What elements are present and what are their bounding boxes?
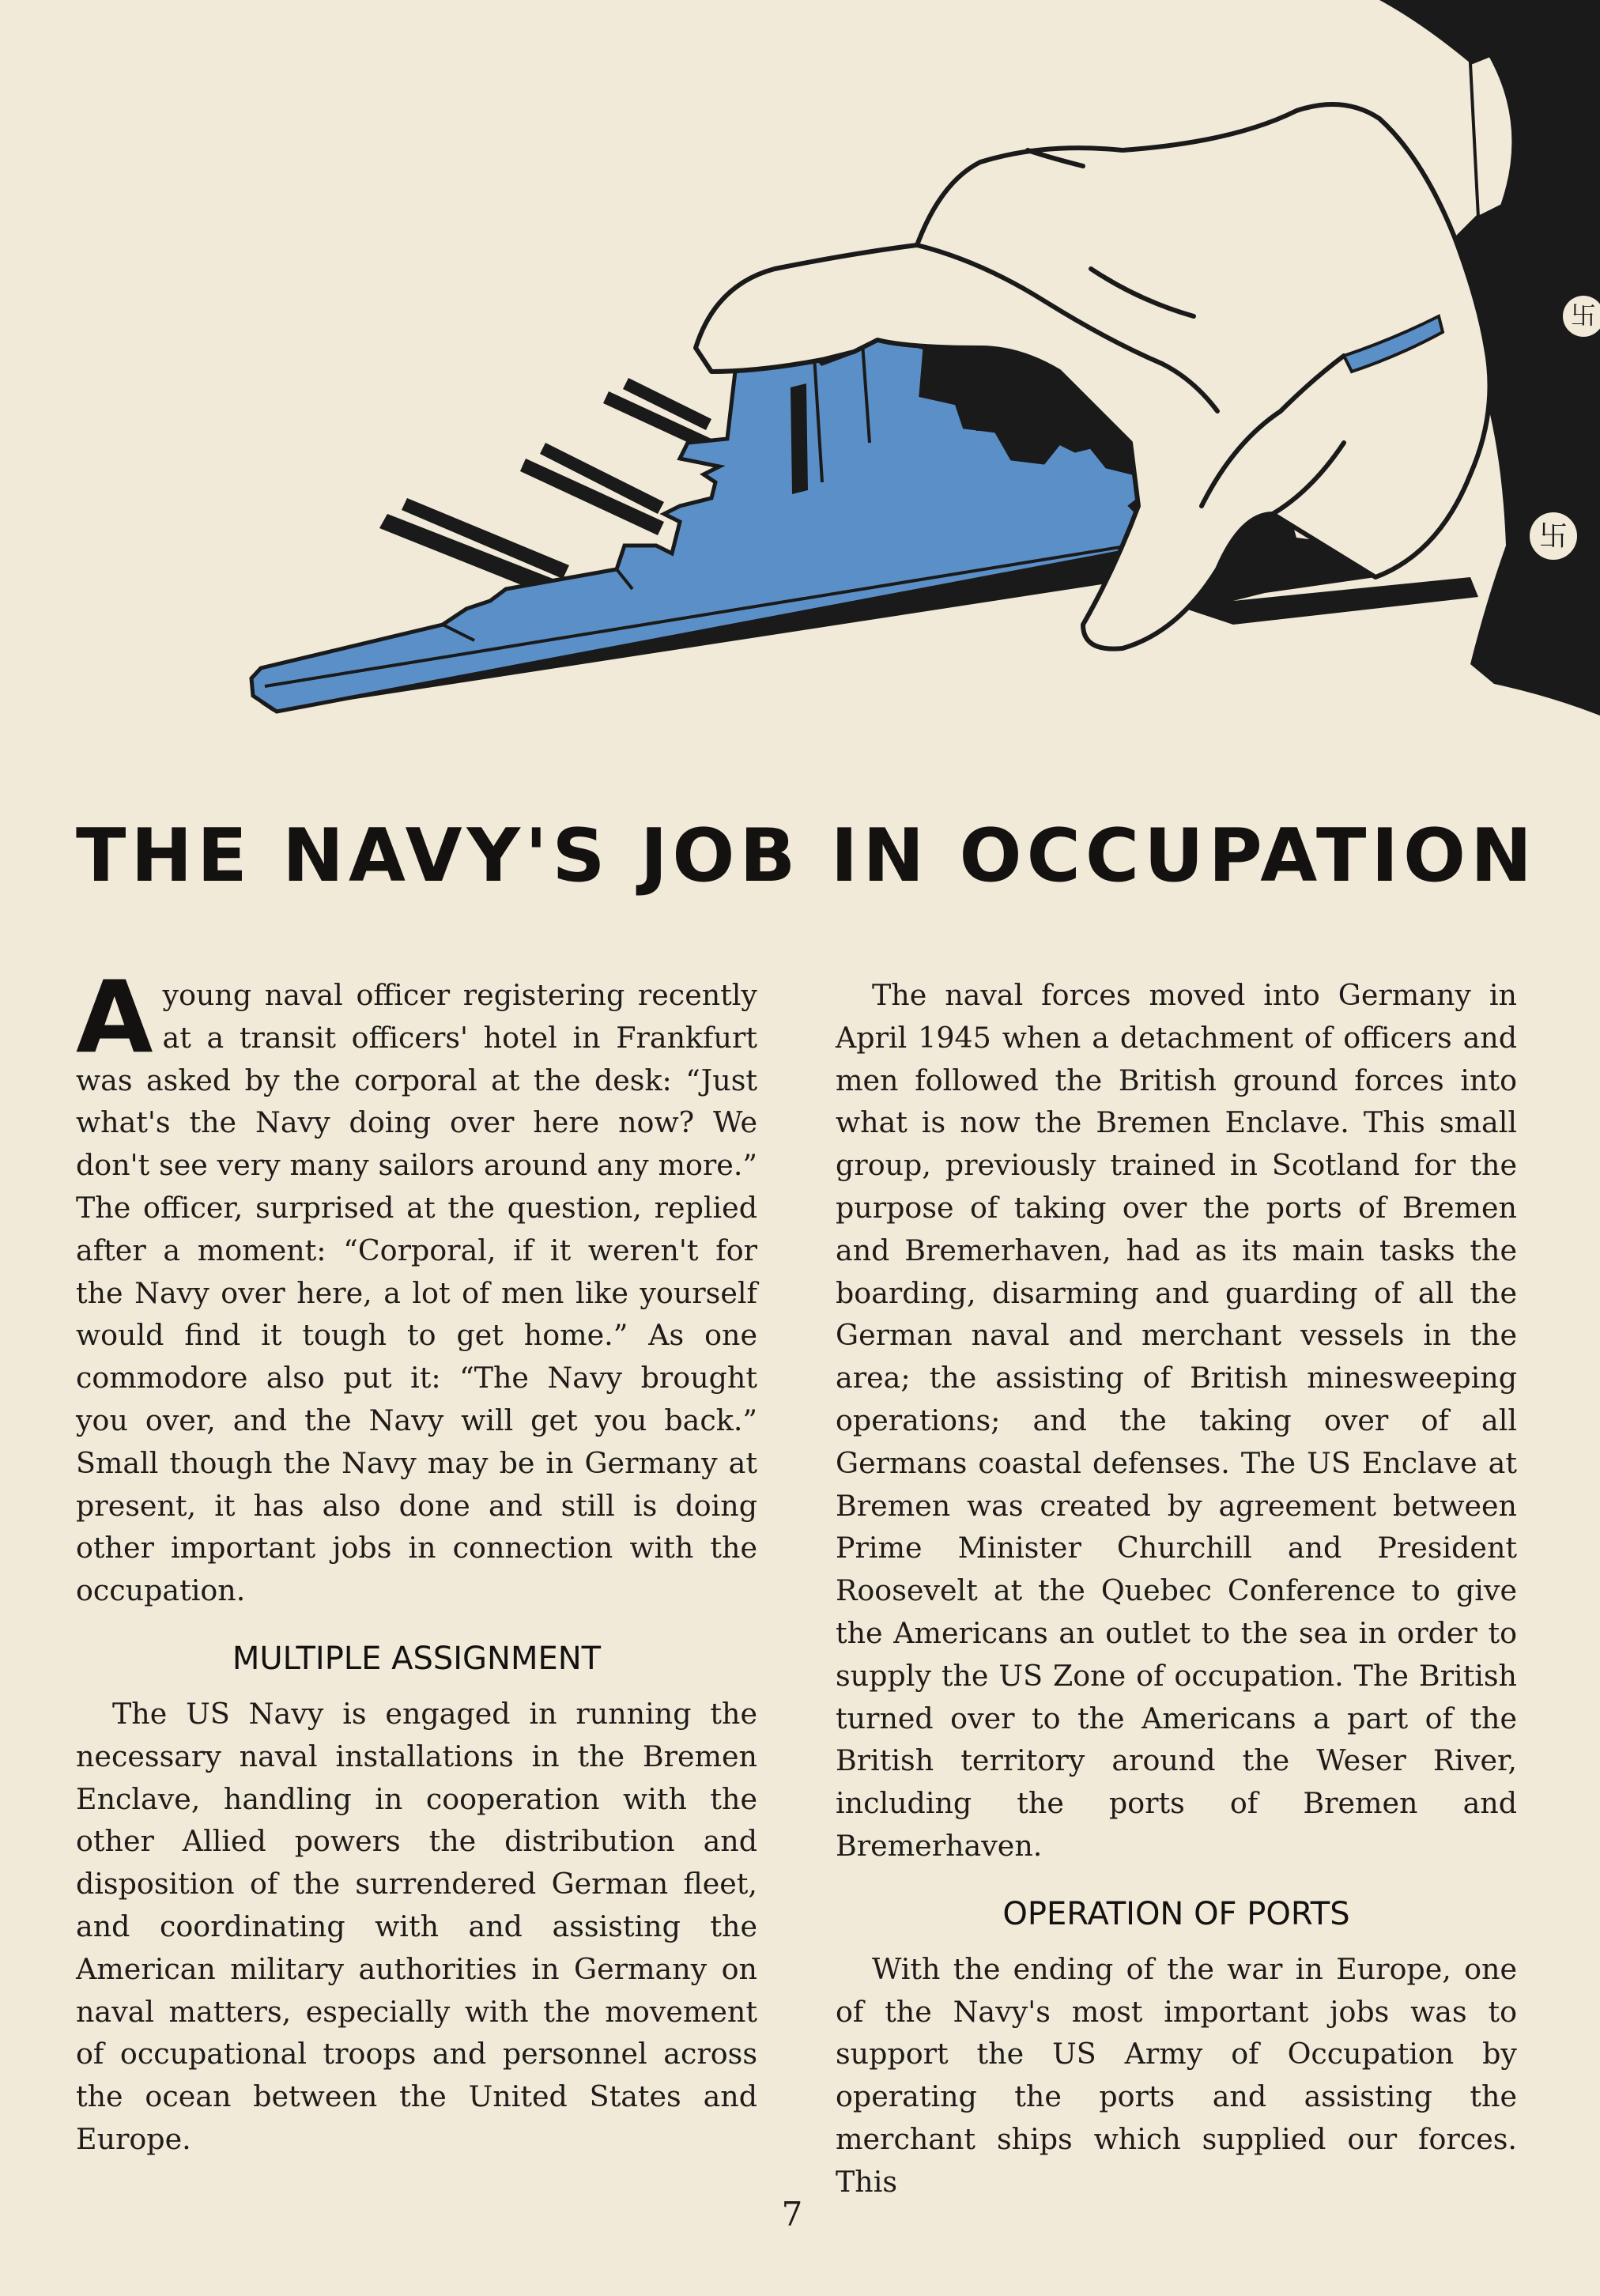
column-left bbox=[76, 959, 757, 2161]
drop-cap: A bbox=[76, 959, 153, 1075]
page-number: 7 bbox=[781, 2195, 803, 2234]
intro-paragraph bbox=[76, 959, 757, 1612]
svg-text:卐: 卐 bbox=[1570, 300, 1597, 330]
headline: THE NAVY'S JOB IN OCCUPATION bbox=[76, 813, 1537, 898]
column-right bbox=[836, 974, 1517, 2203]
heading-multiple-assignment: MULTIPLE ASSIGNMENT bbox=[232, 1640, 602, 1677]
operation-of-ports-paragraph: With the ending of the war in Europe, one of the Navy's most important jobs was to support the US Army of Occupation by operating the ports and assisting the merchant ships which supplied our forces. This bbox=[836, 1951, 1517, 2199]
intro-text: young naval officer registering recently at a transit officers' hotel in Frankfurt was asked by the corporal at the desk: “Just what's the Navy doing over here now? We don't see very many sailors around any more.” The officer, surprised at the question, replied after a moment: “Corporal, if it weren't for the Navy over here, a lot of men like yourself would find it tough to get home.” As one commodore also put it: “The Navy brought you over, and the Navy will get you back.” Small though the Navy may be in Germany at present, it has also done and still is doing other important jobs in connection with the occupation. bbox=[76, 978, 757, 1608]
bremen-enclave-paragraph: The naval forces moved into Germany in April 1945 when a detachment of officers and men followed the British ground forces into what is now the Bremen Enclave. This small group, previously trained in Scotland for the purpose of taking over the ports of Bremen and Bremerhaven, had as its main tasks the boarding, disarming and guarding of all the German naval and merchant vessels in the area; the assisting of British minesweeping operations; and the taking over of all Germans coastal defenses. The US Enclave at Bremen was created by agreement between Prime Minister Churchill and President Roosevelt at the Quebec Conference to give the Americans an outlet to the sea in order to supply the US Zone of occupation. The British turned over to the Americans a part of the British territory around the Weser River, including the ports of Bremen and Bremerhaven. bbox=[836, 978, 1517, 1863]
heading-operation-of-ports: OPERATION OF PORTS bbox=[1002, 1895, 1350, 1932]
multiple-assignment-paragraph: The US Navy is engaged in running the necessary naval installations in the Bremen Enclave, handling in cooperation with the other Allied powers the distribution and disposition of the surrendered German fleet, and coordinating with and assisting the American military authorities in Germany on naval matters, especially with the movement of occupational troops and personnel across the ocean between the United States and Europe. bbox=[76, 1696, 757, 2156]
svg-text:卐: 卐 bbox=[1538, 520, 1568, 553]
hand-lifting-battleship-illustration bbox=[0, 0, 1600, 759]
